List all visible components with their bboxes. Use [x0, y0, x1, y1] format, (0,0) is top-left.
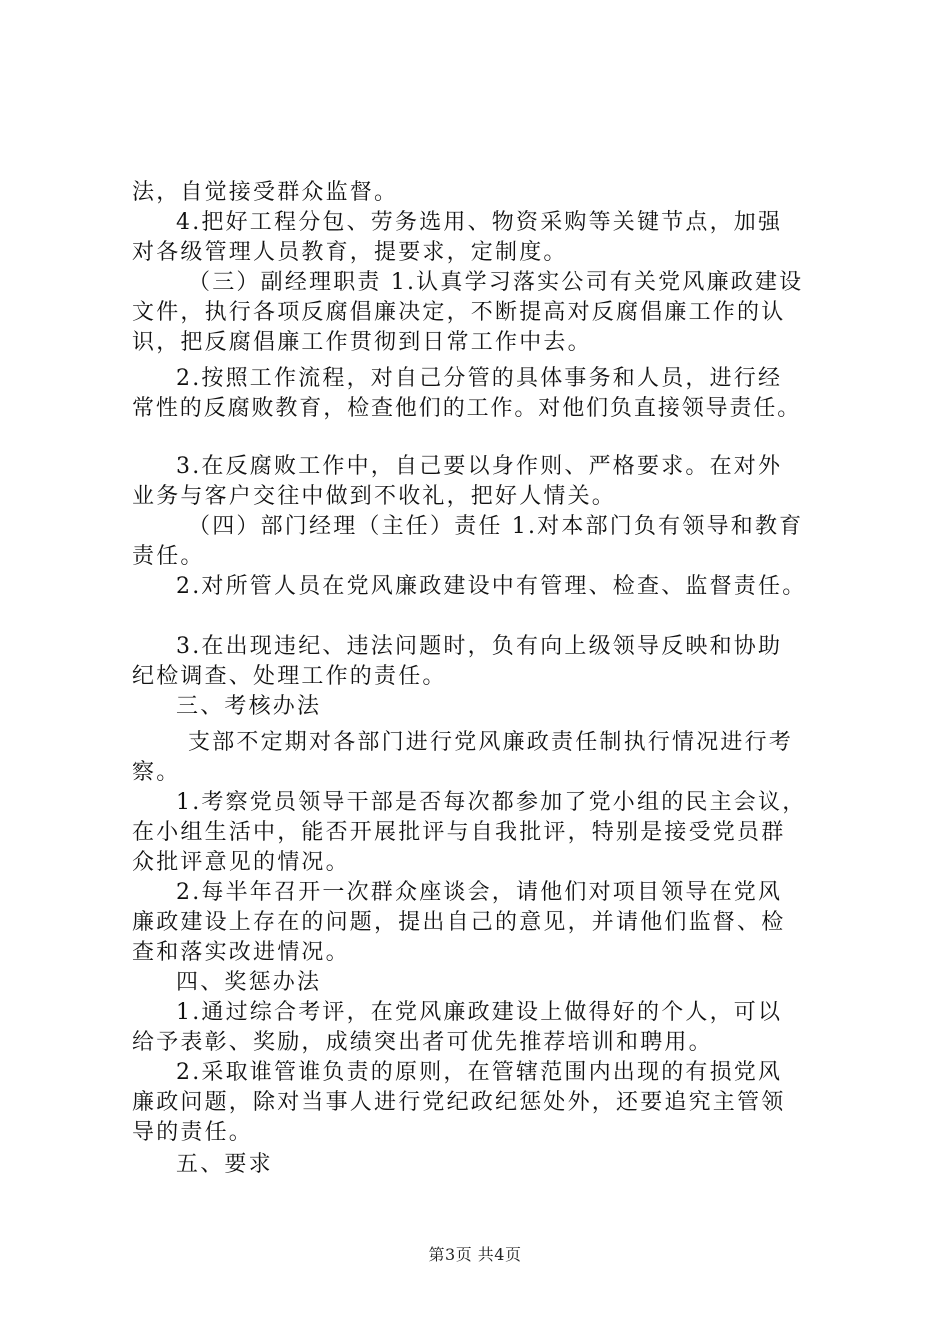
text-line: 支部不定期对各部门进行党风廉政责任制执行情况进行考	[188, 730, 794, 755]
text-line: 法，自觉接受群众监督。	[132, 180, 399, 205]
text-line: 1.考察党员领导干部是否每次都参加了党小组的民主会议，	[176, 790, 807, 815]
text-line: 常性的反腐败教育，检查他们的工作。对他们负直接领导责任。	[132, 396, 802, 421]
text-line: 2.对所管人员在党风廉政建设中有管理、检查、监督责任。	[176, 574, 807, 599]
text-line: 2.采取谁管谁负责的原则，在管辖范围内出现的有损党风	[176, 1060, 783, 1085]
text-line: 众批评意见的情况。	[132, 850, 350, 875]
text-line: 察。	[132, 760, 181, 785]
page-number-footer: 第3页 共4页	[428, 1245, 522, 1264]
text-line: 查和落实改进情况。	[132, 940, 350, 965]
section-heading: 三、考核办法	[176, 694, 322, 719]
section-heading: 四、奖惩办法	[176, 970, 322, 995]
text-line: 责任。	[132, 544, 205, 569]
text-line: 1.通过综合考评，在党风廉政建设上做得好的个人，可以	[176, 1000, 783, 1025]
text-line: 业务与客户交往中做到不收礼，把好人情关。	[132, 484, 617, 509]
text-line: （四）部门经理（主任）责任 1.对本部门负有领导和教育	[188, 514, 804, 539]
text-line: 识，把反腐倡廉工作贯彻到日常工作中去。	[132, 330, 592, 355]
text-line: 4.把好工程分包、劳务选用、物资采购等关键节点，加强	[176, 210, 783, 235]
text-line: 3.在出现违纪、违法问题时，负有向上级领导反映和协助	[176, 634, 783, 659]
text-line: 廉政建设上存在的问题，提出自己的意见，并请他们监督、检	[132, 910, 786, 935]
text-line: 对各级管理人员教育，提要求，定制度。	[132, 240, 568, 265]
text-line: 导的责任。	[132, 1120, 254, 1145]
text-line: 3.在反腐败工作中，自己要以身作则、严格要求。在对外	[176, 454, 783, 479]
text-line: 文件，执行各项反腐倡廉决定，不断提高对反腐倡廉工作的认	[132, 300, 786, 325]
text-line: 2.按照工作流程，对自己分管的具体事务和人员，进行经	[176, 366, 783, 391]
text-line: （三）副经理职责 1.认真学习落实公司有关党风廉政建设	[188, 270, 804, 295]
text-line: 2.每半年召开一次群众座谈会，请他们对项目领导在党风	[176, 880, 783, 905]
text-line: 廉政问题，除对当事人进行党纪政纪惩处外，还要追究主管领	[132, 1090, 786, 1115]
text-line: 在小组生活中，能否开展批评与自我批评，特别是接受党员群	[132, 820, 786, 845]
section-heading: 五、要求	[176, 1152, 273, 1177]
text-line: 纪检调查、处理工作的责任。	[132, 664, 447, 689]
text-line: 给予表彰、奖励，成绩突出者可优先推荐培训和聘用。	[132, 1030, 713, 1055]
